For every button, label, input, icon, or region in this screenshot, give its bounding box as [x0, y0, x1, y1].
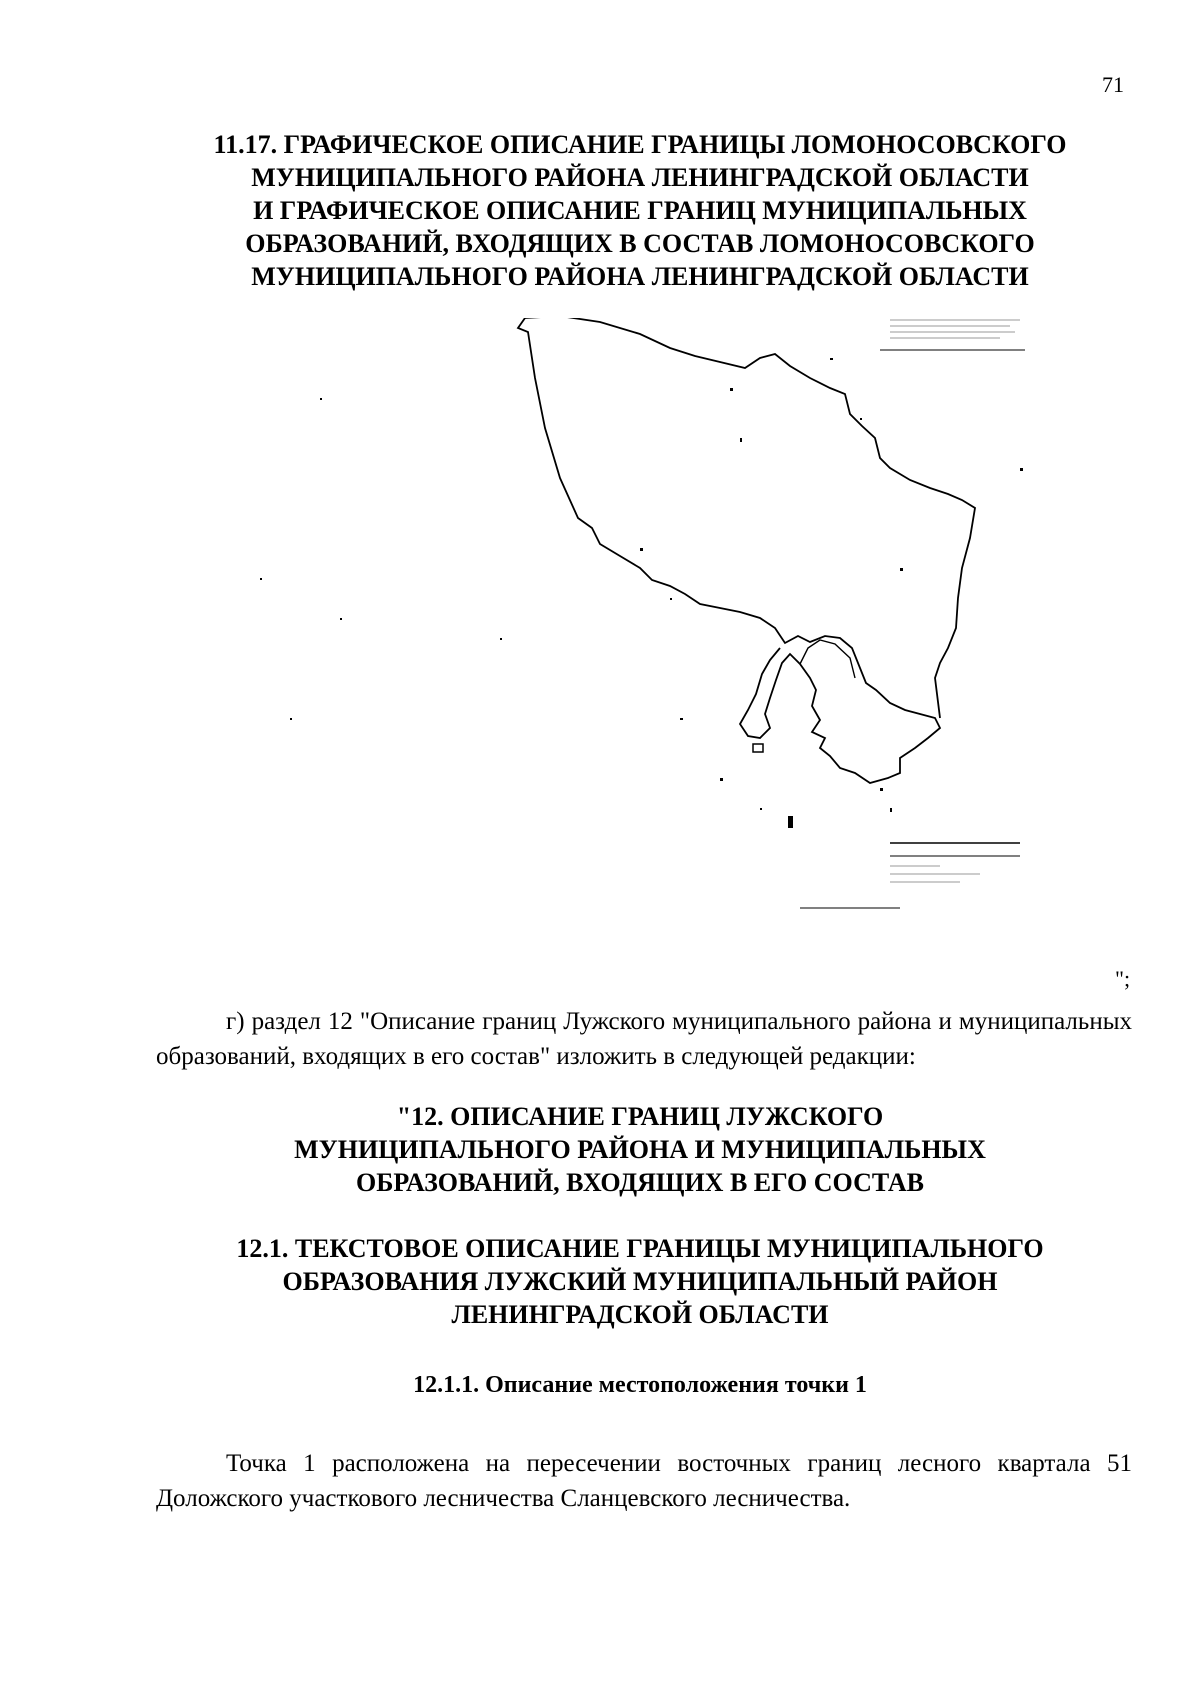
title-line: 12.1. ТЕКСТОВОЕ ОПИСАНИЕ ГРАНИЦЫ МУНИЦИПАЛЬНОГО: [236, 1234, 1044, 1263]
boundary-map-svg: [200, 318, 1130, 998]
map-legend-top: [880, 320, 1025, 350]
section1211-title: 12.1.1. Описание местоположения точки 1: [413, 1372, 867, 1398]
title-line: МУНИЦИПАЛЬНОГО РАЙОНА ЛЕНИНГРАДСКОЙ ОБЛАСТИ: [251, 163, 1029, 192]
title-line: И ГРАФИЧЕСКОЕ ОПИСАНИЕ ГРАНИЦ МУНИЦИПАЛЬНЫХ: [253, 196, 1027, 225]
amendment-paragraph: [156, 1004, 1132, 1074]
inner-boundary-line: [800, 640, 855, 678]
amendment-text: г) раздел 12 "Описание границ Лужского муниципального района и муниципальных образований, входящих в его состав" изложить в следующей редакции:: [156, 1008, 1132, 1070]
page-number: 71: [1102, 72, 1124, 97]
map-legend-bottom: [800, 843, 1020, 908]
title-line: МУНИЦИПАЛЬНОГО РАЙОНА И МУНИЦИПАЛЬНЫХ: [294, 1135, 986, 1164]
point1-text: Точка 1 расположена на пересечении восточных границ лесного квартала 51 Доложского участкового лесничества Сланцевского лесничества.: [156, 1450, 1132, 1512]
title-line: МУНИЦИПАЛЬНОГО РАЙОНА ЛЕНИНГРАДСКОЙ ОБЛАСТИ: [251, 262, 1029, 291]
map-feature-mark: [788, 816, 793, 828]
graphic-section-title: [150, 128, 1130, 293]
northern-boundary-line: [525, 318, 975, 718]
section12-title: [150, 1100, 1130, 1199]
title-line: ЛЕНИНГРАДСКОЙ ОБЛАСТИ: [451, 1300, 829, 1329]
title-line: "12. ОПИСАНИЕ ГРАНИЦ ЛУЖСКОГО: [396, 1102, 884, 1131]
title-line: ОБРАЗОВАНИЙ, ВХОДЯЩИХ В СОСТАВ ЛОМОНОСОВСКОГО: [245, 229, 1035, 258]
boundary-map-image: [200, 318, 1130, 998]
district-boundary-line: [518, 318, 940, 783]
title-line: ОБРАЗОВАНИЯ ЛУЖСКИЙ МУНИЦИПАЛЬНЫЙ РАЙОН: [282, 1267, 998, 1296]
map-specks: [260, 358, 1023, 812]
section121-title: [150, 1232, 1130, 1331]
title-line: 11.17. ГРАФИЧЕСКОЕ ОПИСАНИЕ ГРАНИЦЫ ЛОМОНОСОВСКОГО: [213, 130, 1067, 159]
closing-quote: ";: [1115, 966, 1131, 991]
map-feature-square: [753, 744, 763, 752]
point1-paragraph: [156, 1446, 1132, 1516]
title-line: ОБРАЗОВАНИЙ, ВХОДЯЩИХ В ЕГО СОСТАВ: [355, 1168, 925, 1197]
